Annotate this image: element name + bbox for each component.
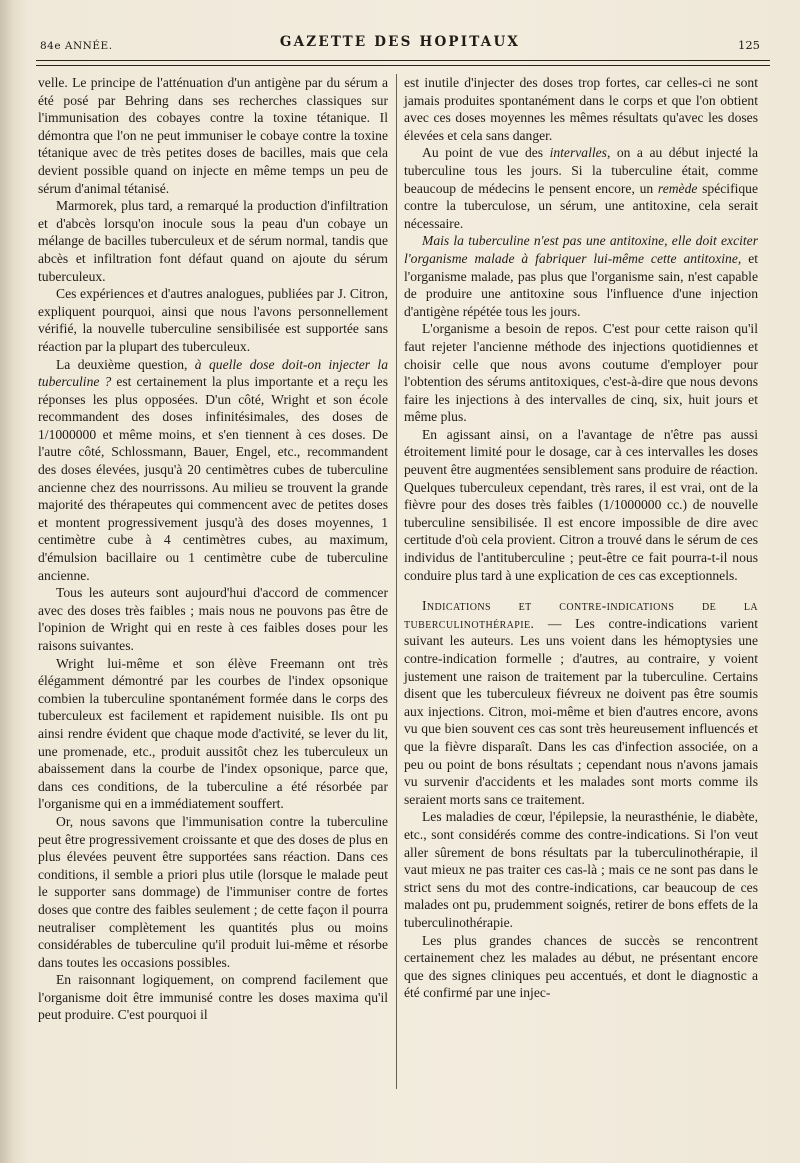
paragraph: Wright lui-même et son élève Freemann ont très élégamment démontré par les courbes de l'index opsonique combien la tuberculine spontanément formée dans le corps des tuberculeux est facilement et rapidement nuisible. Ils ont pu ainsi rendre évident que chaque mode d'activité, se lever du lit, une promenade, etc., produit aussitôt chez les tuberculeux un abaissement dans la courbe de l'index opsonique, parce que, dans ces conditions, de la tuberculine a été résorbée par l'organisme qui en a immédiatement souffert. xyxy=(38,655,388,812)
text-run: , on a au début injecté la tuberculine tous les jours. Si la tuberculine était, comme beaucoup de médecins le pensent encore, un xyxy=(404,145,758,196)
text-run: — Les contre-indications varient suivant les auteurs. Les uns voient dans les hémoptysies une contre-indication formelle ; d'autres, au contraire, y voient justement une raison de traitement par la tuberculine. Certains disent que les tuberculeux fiévreux ne doivent pas être soumis aux injections. Citron, moi-même et bien d'autres encore, avons vu que bien souvent ces cas sont très heureusement influencés et que la fièvre disparaît. Dans les cas d'infection associée, on a peu ou point de bons résultats ; cependant nous n'avons jamais vu survenir d'accidents et les malades sont morts comme ils seraient morts sans ce traitement. xyxy=(404,615,758,807)
text-run: Au point de vue des xyxy=(422,145,550,161)
volume-label: 84e ANNÉE. xyxy=(40,40,113,52)
italic-term: intervalles xyxy=(549,145,607,161)
paragraph xyxy=(404,144,758,232)
section-paragraph xyxy=(404,597,758,808)
section-heading: Indications et contre-indications de la tuberculinothérapie. xyxy=(404,598,758,631)
paragraph: Marmorek, plus tard, a remarqué la production d'infiltration et d'abcès lorsqu'on inocule sous la peau d'un cobaye un mélange de bacilles tuberculeux et de sérum normal, tandis que abcès et infiltration font défaut quand on ajoute du sérum tuberculeux. xyxy=(38,198,388,284)
header-rule xyxy=(36,60,770,66)
paragraph: Ces expériences et d'autres analogues, publiées par J. Citron, expliquent pourquoi, ainsi que nous l'avons personnellement vérifié, la nouvelle tuberculine sensibilisée est supportée sans réaction par la plupart des tuberculeux. xyxy=(38,286,388,354)
paragraph: Or, nous savons que l'immunisation contre la tuberculine peut être progressivement croissante et que des doses de plus en plus élevées peuvent être supportées sans réaction. Dans ces conditions, il semble a priori plus utile (lorsque le malade peut le supporter sans dommage) de l'immuniser contre de fortes doses que contre des faibles seulement ; de cette façon il pourra neutraliser complètement les quantités plus ou moins considérables de tuberculine qu'il produit lui-même et résorbe dans toutes les occasions possibles. xyxy=(38,813,388,970)
paragraph: velle. Le principe de l'atténuation d'un antigène par du sérum a été posé par Behring dans ses recherches classiques sur l'immunisation des cobayes contre la toxine tétanique. Il démontra que l'on ne peut immuniser le cobaye contre la toxine tétanique avec de très petites doses de bacilles, mais que cela devient possible quand on injecte en même temps un peu de sérum d'animal tétanisé. xyxy=(38,75,388,196)
journal-title: GAZETTE DES HOPITAUX xyxy=(279,34,521,50)
paragraph xyxy=(404,232,758,320)
italic-term: remède xyxy=(657,180,698,196)
italic-question: à quelle dose doit-on injecter la tuberculine ? xyxy=(38,356,388,390)
text-run: spécifique contre la tuberculose, un sérum, une antitoxine, cela serait nécessaire. xyxy=(404,180,758,231)
text-run: La deuxième question, xyxy=(56,356,195,372)
italic-statement: Mais la tuberculine n'est pas une antitoxine, elle doit exciter l'organisme malade à fabriquer lui-même cette antitoxine xyxy=(404,233,758,266)
text-run: , et l'organisme malade, pas plus que l'organisme sain, n'est capable de produire une antitoxine sous l'influence d'une injection d'antigène répétée tous les jours. xyxy=(404,250,759,319)
text-run: est certainement la plus importante et a reçu les réponses les plus opposées. D'un côté, Wright et son école recommandent des doses infinitésimales, des doses de 1/1000000 et même moins, et s'en tiennent à ces doses. De l'autre côté, Schlossmann, Bauer, Engel, etc., recommandent des doses élevées, jusqu'à 20 centimètres cubes de tuberculine ancienne chez des nourrissons. Au milieu se trouvent la grande majorité des thérapeutes qui commencent avec de petites doses et montent progressivement jusqu'à des doses moyennes, 1 centimètre cube à 4 centimètres cubes, au maximum, d'émulsion bacillaire ou 1 centimètre cube de tuberculine ancienne. xyxy=(38,374,388,583)
paragraph: Les plus grandes chances de succès se rencontrent certainement chez les malades au début, ne présentant encore que des signes cliniques peu accentués, et dont le diagnostic a été confirmé par une injec- xyxy=(404,932,758,1001)
page-number: 125 xyxy=(738,38,760,52)
paragraph: L'organisme a besoin de repos. C'est pour cette raison qu'il faut rejeter l'ancienne méthode des injections quotidiennes et choisir celle que nous avons coutume d'employer pour l'obtention des sérums antitoxiques, c'est-à-dire que nous devons faire les injections à des intervalles de cinq, six, huit jours et même plus. xyxy=(404,321,758,425)
paragraph: En agissant ainsi, on a l'avantage de n'être pas aussi étroitement limité pour le dosage, car à ces intervalles les doses peuvent être augmentées sensiblement sans produire de réaction. Quelques tuberculeux cependant, très rares, il est vrai, ont de la fièvre pour des doses très faibles (1/1000000 cc.) de nouvelle tuberculine sensibilisée. Il est encore impossible de dire avec certitude d'où cela provient. Citron a trouvé dans le sérum de ces individus de l'antituberculine ; peut-être ce fait pourra-t-il nous conduire plus tard à une explication de ces cas exceptionnels. xyxy=(404,426,758,583)
paragraph: Tous les auteurs sont aujourd'hui d'accord de commencer avec des doses très faibles ; mais nous ne pouvons pas être de l'opinion de Wright qui en reste à ces faibles doses pour les raisons suivantes. xyxy=(38,585,388,653)
column-divider xyxy=(396,74,397,1089)
paragraph: est inutile d'injecter des doses trop fortes, car celles-ci ne sont jamais produites spontanément dans le corps et que l'on obtient avec ces doses moyennes les mêmes résultats qu'avec les doses élevées et cela sans danger. xyxy=(404,75,758,143)
paragraph: En raisonnant logiquement, on comprend facilement que l'organisme doit être immunisé contre les doses maxima qu'il peut produire. C'est pourquoi il xyxy=(38,972,388,1023)
paragraph xyxy=(38,356,388,585)
page-header xyxy=(30,28,770,58)
left-column xyxy=(38,74,388,1024)
paragraph: Les maladies de cœur, l'épilepsie, la neurasthénie, le diabète, etc., sont considérés comme des contre-indications. Si l'on veut aller sûrement de bons résultats par la tuberculinothérapie, il vaut mieux ne pas traiter ces cas-là ; mais ce ne sont pas dans le strict sens du mot des contre-indications, car beaucoup de ces malades ont pu, prudemment soignés, retirer de bons effets de la tuberculinothérapie. xyxy=(404,809,758,930)
right-column xyxy=(404,74,758,1002)
